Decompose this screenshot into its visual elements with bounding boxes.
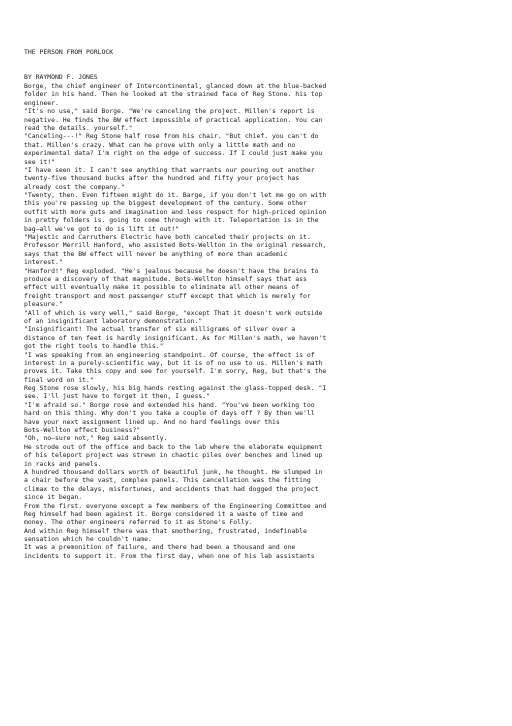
- document-title: THE PERSON FROM PORLOCK: [24, 48, 114, 56]
- document-body: [24, 82, 504, 560]
- text-line: final word on it.": [24, 375, 94, 384]
- text-line: hard on this thing. Why don't you take a couple of days off ? By then we'll: [24, 409, 315, 418]
- text-line: see it!": [24, 157, 56, 166]
- text-line: "Canceling---!" Reg Stone half rose from his chair. "But chief. you can't do: [24, 132, 319, 141]
- text-line: A hundred thousand dollars worth of beautiful junk, he thought. He slumped in: [24, 467, 323, 476]
- text-line: of his teleport project was strewn in chaotic piles over benches and lined up: [24, 451, 323, 460]
- text-line: see. I'll just have to forget it then, I guess.": [24, 392, 211, 401]
- text-line: sensation which he couldn't name.: [24, 535, 152, 544]
- text-line: Reg himself had been against it. Borge considered it a waste of time and: [24, 509, 304, 518]
- text-line: "All of which is very well," said Borge, "except That it doesn't work outside: [24, 308, 323, 317]
- text-line: says that the BW effect will never be anything of more than academic: [24, 249, 288, 258]
- text-line: experimental data? I'm right on the edge of success. If I could just make you: [24, 149, 323, 158]
- text-line: incidents to support it. From the first day, when one of his lab assistants: [24, 551, 315, 560]
- text-line: "I have seen it. I can't see anything that warrants our pouring out another: [24, 165, 315, 174]
- document-byline: BY RAYMOND F. JONES: [24, 73, 98, 81]
- text-line: twenty-five thousand bucks after the hundred and fifty your project has: [24, 174, 300, 183]
- text-line: folder in his hand. Then he looked at the strained face of Reg Stone. his top: [24, 90, 323, 99]
- text-line: "Majestic and Carruthers Electric have both canceled their projects on it.: [24, 233, 311, 242]
- text-line: distance of ten feet is hardly insignificant. As for Millen's math, we haven't: [24, 333, 327, 342]
- text-line: in pretty folders is. going to come through with it. Teleportation is in the: [24, 216, 319, 225]
- text-line: It was a premonition of failure, and there had been a thousand and one: [24, 543, 296, 552]
- text-line: effect will eventually make it possible to eliminate all other means of: [24, 283, 300, 292]
- text-line: "Twenty, then. Even fifteen might do it. Barge, if you don't let me go on with: [24, 191, 327, 200]
- text-line: in racks and panels.: [24, 459, 102, 468]
- text-line: a chair before the vast, complex panels. This cancellation was the fitting: [24, 476, 311, 485]
- text-line: "Hanford!" Reg exploded. "He's jealous because he doesn't have the brains to: [24, 266, 319, 275]
- text-line: pleasure.": [24, 300, 63, 309]
- text-line: Reg Stone rose slowly, his big hands resting against the glass-topped desk. "I: [24, 384, 327, 393]
- text-line: produce a discovery of that magnitude. Bots-Wellton himself says that ass: [24, 274, 307, 283]
- text-line: since it began.: [24, 493, 83, 502]
- text-line: of an insignificant laboratory demonstration.": [24, 316, 203, 325]
- text-line: already cost the company.": [24, 182, 125, 191]
- text-line: He strode out of the office and back to the lab where the elaborate equipment: [24, 442, 323, 451]
- text-line: money. The other engineers referred to it as Stone's Folly.: [24, 518, 253, 527]
- text-line: "Insignificant! The actual transfer of six milligrams of silver over a: [24, 325, 296, 334]
- text-line: this you're passing up the biggest development of the century. Some other: [24, 199, 307, 208]
- text-line: engineer.: [24, 98, 59, 107]
- text-line: interest in a purely-scientific way, but it is of no use to us. Millen's math: [24, 358, 323, 367]
- text-line: "I was speaking from an engineering standpoint. Of course, the effect is of: [24, 350, 315, 359]
- text-line: freight transport and most passenger stuff except that which is merely for: [24, 291, 311, 300]
- text-line: From the first. everyone except a few members of the Engineering Committee and: [24, 501, 327, 510]
- text-line: "It's no use," said Borge. "We're canceling the project. Millen's report is: [24, 107, 315, 116]
- text-line: And within Reg himself there was that smothering, frustrated, indefinable: [24, 526, 307, 535]
- text-line: read the details. yourself.": [24, 123, 133, 132]
- text-line: that. Millen's crazy. What can he prove with only a little math and no: [24, 140, 296, 149]
- text-line: proves it. Take this copy and see for yourself. I'm sorry, Reg, but that's the: [24, 367, 327, 376]
- text-line: "Oh, no—sure not," Reg said absently.: [24, 434, 168, 443]
- text-line: "I'm afraid so." Borge rose and extended his hand. "You've been working too: [24, 400, 315, 409]
- text-line: Bots-Wellton effect business?": [24, 426, 141, 435]
- text-line: climax to the delays, misfortunes, and accidents that had dogged the project: [24, 484, 319, 493]
- text-line: outfit with more guts and imagination and less respect for high-priced opinion: [24, 207, 327, 216]
- text-line: Professor Merrill Hanford, who assisted Bots-Wellton in the original research,: [24, 241, 327, 250]
- text-line: interest.": [24, 258, 63, 267]
- text-line: Borge, the chief engineer of Intercontinental, glanced down at the blue-backed: [24, 82, 327, 90]
- text-line: bag—all we've got to do is lift it out!": [24, 224, 180, 233]
- text-line: got the right tools to handle this.": [24, 342, 164, 351]
- text-line: have your next assignment lined up. And no hard feelings over this: [24, 417, 280, 426]
- text-line: negative. He finds the BW effect impossible of practical application. You can: [24, 115, 323, 124]
